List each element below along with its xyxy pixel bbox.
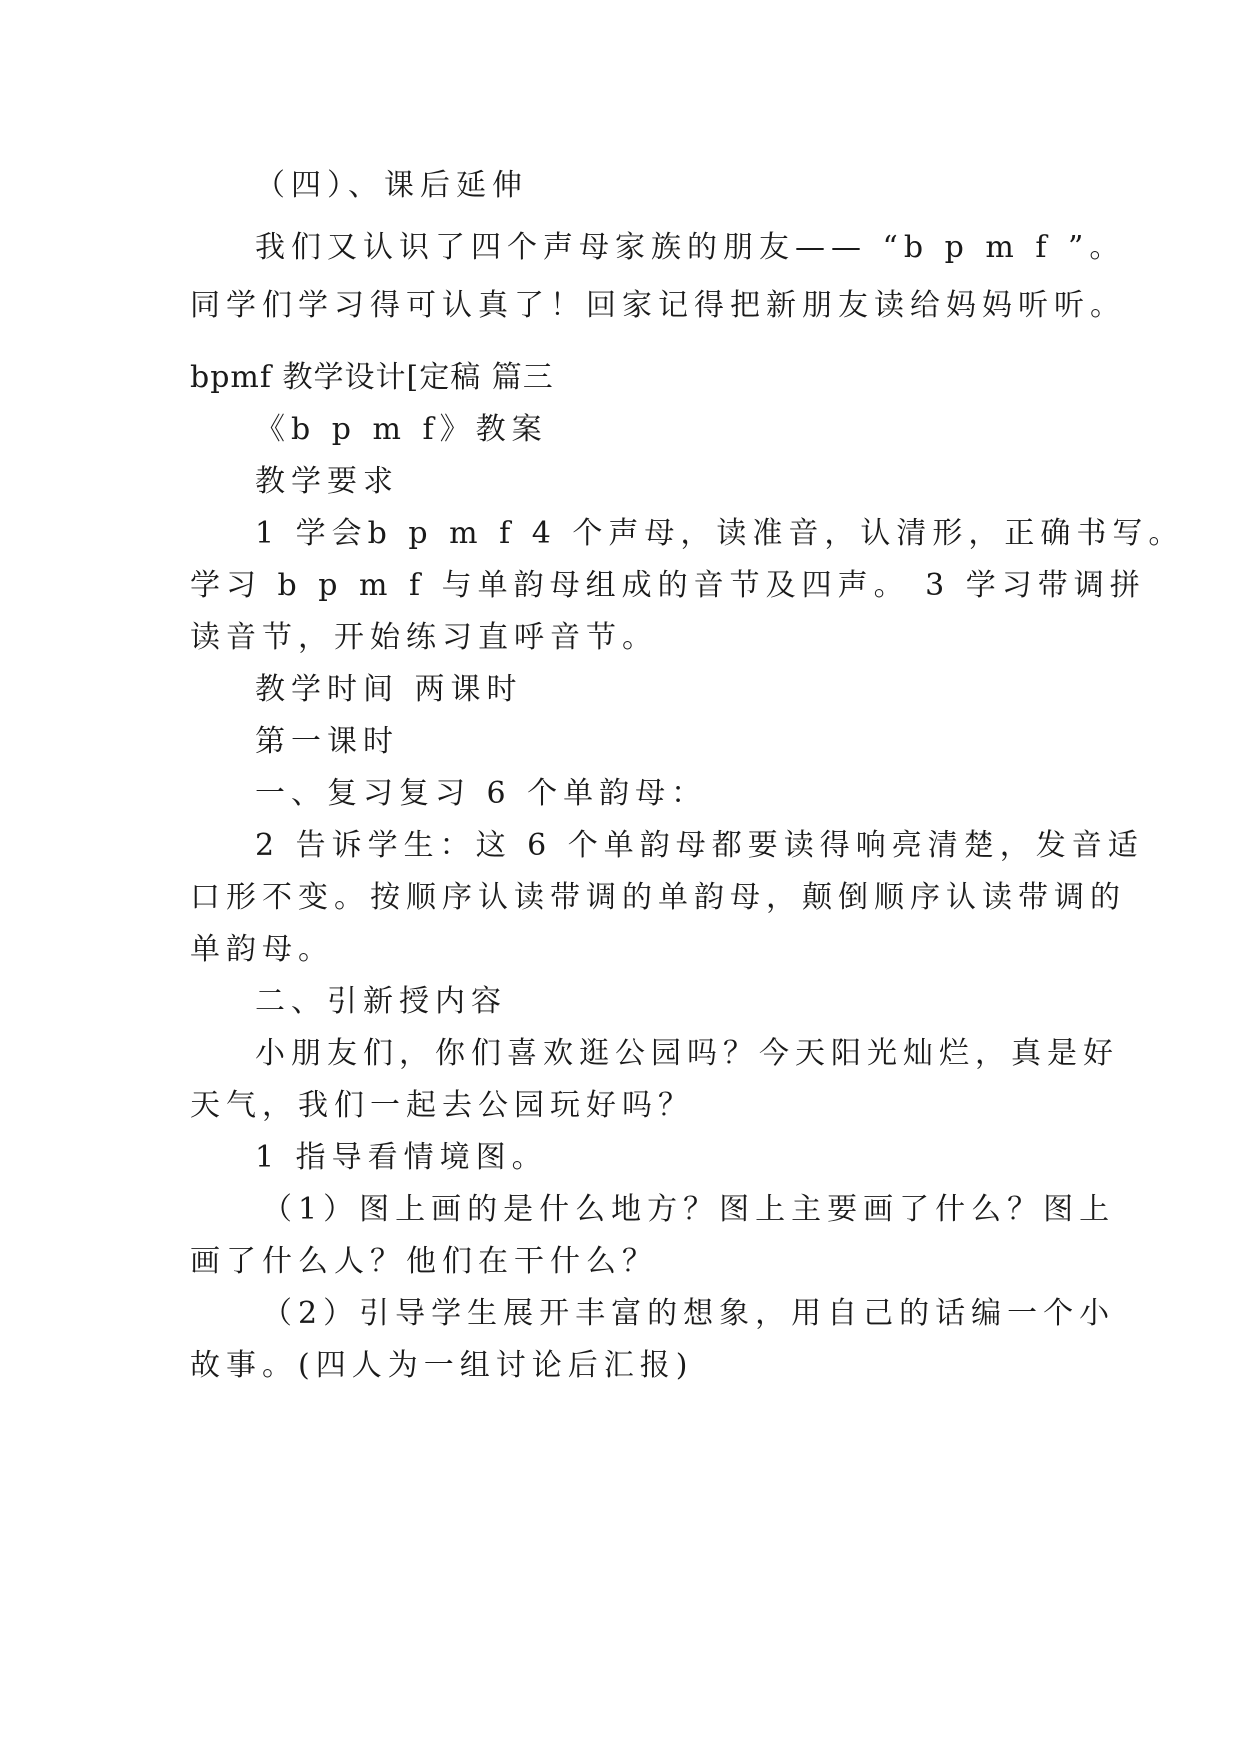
paragraph-line: 故事。(四人为一组讨论后汇报) [190, 1348, 694, 1383]
paragraph-line: 画了什么人？他们在干什么？ [190, 1244, 658, 1279]
section-heading: 教学时间 两课时 [255, 672, 523, 707]
paragraph-line: 我们又认识了四个声母家族的朋友—— “b p m f ”。 [255, 230, 1126, 265]
paragraph-line: 1 指导看情境图。 [255, 1140, 548, 1175]
paragraph-line: 单韵母。 [190, 932, 334, 967]
lesson-title: 《b p m f》教案 [255, 412, 548, 447]
article-title: bpmf 教学设计[定稿 篇三 [190, 360, 554, 395]
paragraph-line: 读音节，开始练习直呼音节。 [190, 620, 658, 655]
paragraph-line: （1）图上画的是什么地方？图上主要画了什么？图上 [262, 1192, 1116, 1227]
paragraph-line: 天气，我们一起去公园玩好吗？ [190, 1088, 694, 1123]
section-heading: 二、引新授内容 [255, 984, 507, 1019]
paragraph-line: （2）引导学生展开丰富的想象，用自己的话编一个小 [262, 1296, 1116, 1331]
paragraph-line: 口形不变。按顺序认读带调的单韵母，颠倒顺序认读带调的 [190, 880, 1126, 915]
paragraph-line: 1 学会b p m f 4 个声母，读准音，认清形，正确书写。 [255, 516, 1185, 551]
paragraph-line: 同学们学习得可认真了！回家记得把新朋友读给妈妈听听。 [190, 288, 1126, 323]
paragraph-line: 学习 b p m f 与单韵母组成的音节及四声。 3 学习带调拼 [190, 568, 1146, 603]
section-heading: 第一课时 [255, 724, 399, 759]
section-heading: 教学要求 [255, 464, 399, 499]
paragraph-line: 小朋友们，你们喜欢逛公园吗？今天阳光灿烂，真是好 [255, 1036, 1119, 1071]
paragraph-line: 2 告诉学生：这 6 个单韵母都要读得响亮清楚，发音适 [255, 828, 1144, 863]
section-heading: （四）、课后延伸 [255, 168, 528, 203]
section-heading: 一、复习复习 6 个单韵母： [255, 776, 708, 811]
